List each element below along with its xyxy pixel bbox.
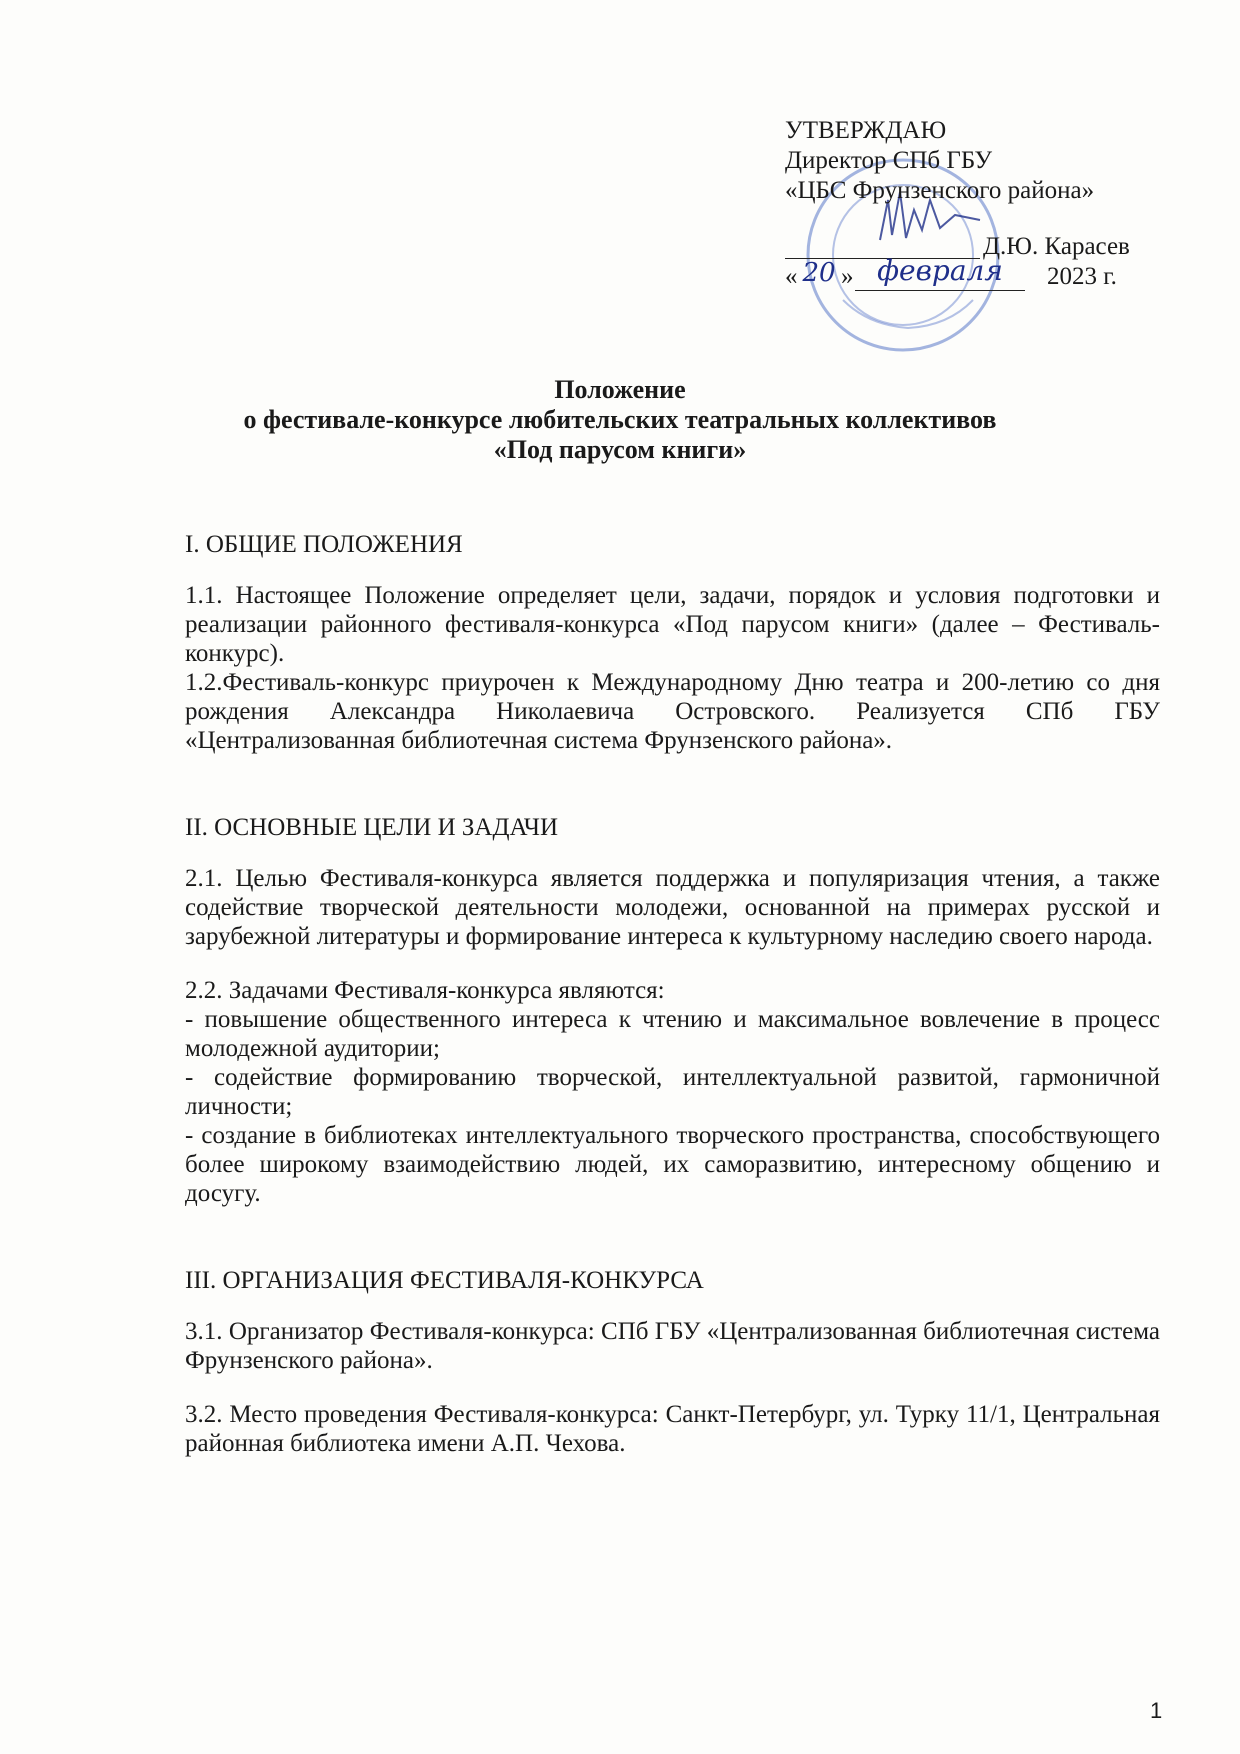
approval-date [785, 254, 1185, 292]
page-number: 1 [1150, 1698, 1163, 1723]
signatory-name: Д.Ю. Карасев [983, 233, 1130, 260]
title-line-3: «Под парусом книги» [493, 435, 747, 464]
section-heading-2: II. ОСНОВНЫЕ ЦЕЛИ И ЗАДАЧИ [185, 814, 559, 841]
task-item: - повышение общественного интереса к чтению и максимальное вовлечение в процесс молодежной аудитории; [185, 1006, 1160, 1062]
date-year: 2023 г. [1047, 263, 1117, 290]
date-open-quote: « [785, 263, 798, 290]
date-close-quote: » [841, 263, 854, 290]
title-line-1: Положение [554, 375, 686, 404]
approval-heading: УТВЕРЖДАЮ [785, 117, 947, 144]
document-title [120, 375, 1120, 465]
section-heading-1: I. ОБЩИЕ ПОЛОЖЕНИЯ [185, 531, 463, 558]
title-line-2: о фестивале-конкурсе любительских театральных коллективов [243, 405, 997, 434]
task-item: - содействие формированию творческой, интеллектуальной развитой, гармоничной личности; [185, 1064, 1160, 1120]
paragraph-3-1: 3.1. Организатор Фестиваля-конкурса: СПб ГБУ «Централизованная библиотечная система Фрунзенского района». [185, 1318, 1160, 1374]
paragraph-2-2-intro: 2.2. Задачами Фестиваля-конкурса являются: [185, 977, 665, 1004]
paragraph-1-1: 1.1. Настоящее Положение определяет цели, задачи, порядок и условия подготовки и реализации районного фестиваля-конкурса «Под парусом книги» (далее – Фестиваль-конкурс). [185, 582, 1160, 667]
document-body [185, 530, 1160, 1458]
approval-block [785, 116, 1185, 292]
section-heading-3: III. ОРГАНИЗАЦИЯ ФЕСТИВАЛЯ-КОНКУРСА [185, 1267, 704, 1294]
approver-organization: «ЦБС Фрунзенского района» [785, 177, 1095, 204]
date-month: февраля [855, 256, 1025, 291]
approver-position: Директор СПб ГБУ [785, 147, 993, 174]
paragraph-3-2: 3.2. Место проведения Фестиваля-конкурса: Санкт-Петербург, ул. Турку 11/1, Центральная районная библиотека имени А.П. Чехова. [185, 1401, 1160, 1457]
paragraph-2-1: 2.1. Целью Фестиваля-конкурса является поддержка и популяризация чтения, а также содействие творческой деятельности молодежи, основанной на примерах русской и зарубежной литературы и формирование интереса к культурному наследию своего народа. [185, 865, 1160, 950]
task-item: - создание в библиотеках интеллектуального творческого пространства, способствующего более широкому взаимодействию людей, их саморазвитию, интересному общению и досугу. [185, 1122, 1160, 1207]
paragraph-1-2: 1.2.Фестиваль-конкурс приурочен к Международному Дню театра и 200-летию со дня рождения Александра Николаевича Островского. Реализуется СПб ГБУ «Централизованная библиотечная система Фрунзенского района». [185, 669, 1160, 754]
date-day: 20 [802, 258, 836, 288]
